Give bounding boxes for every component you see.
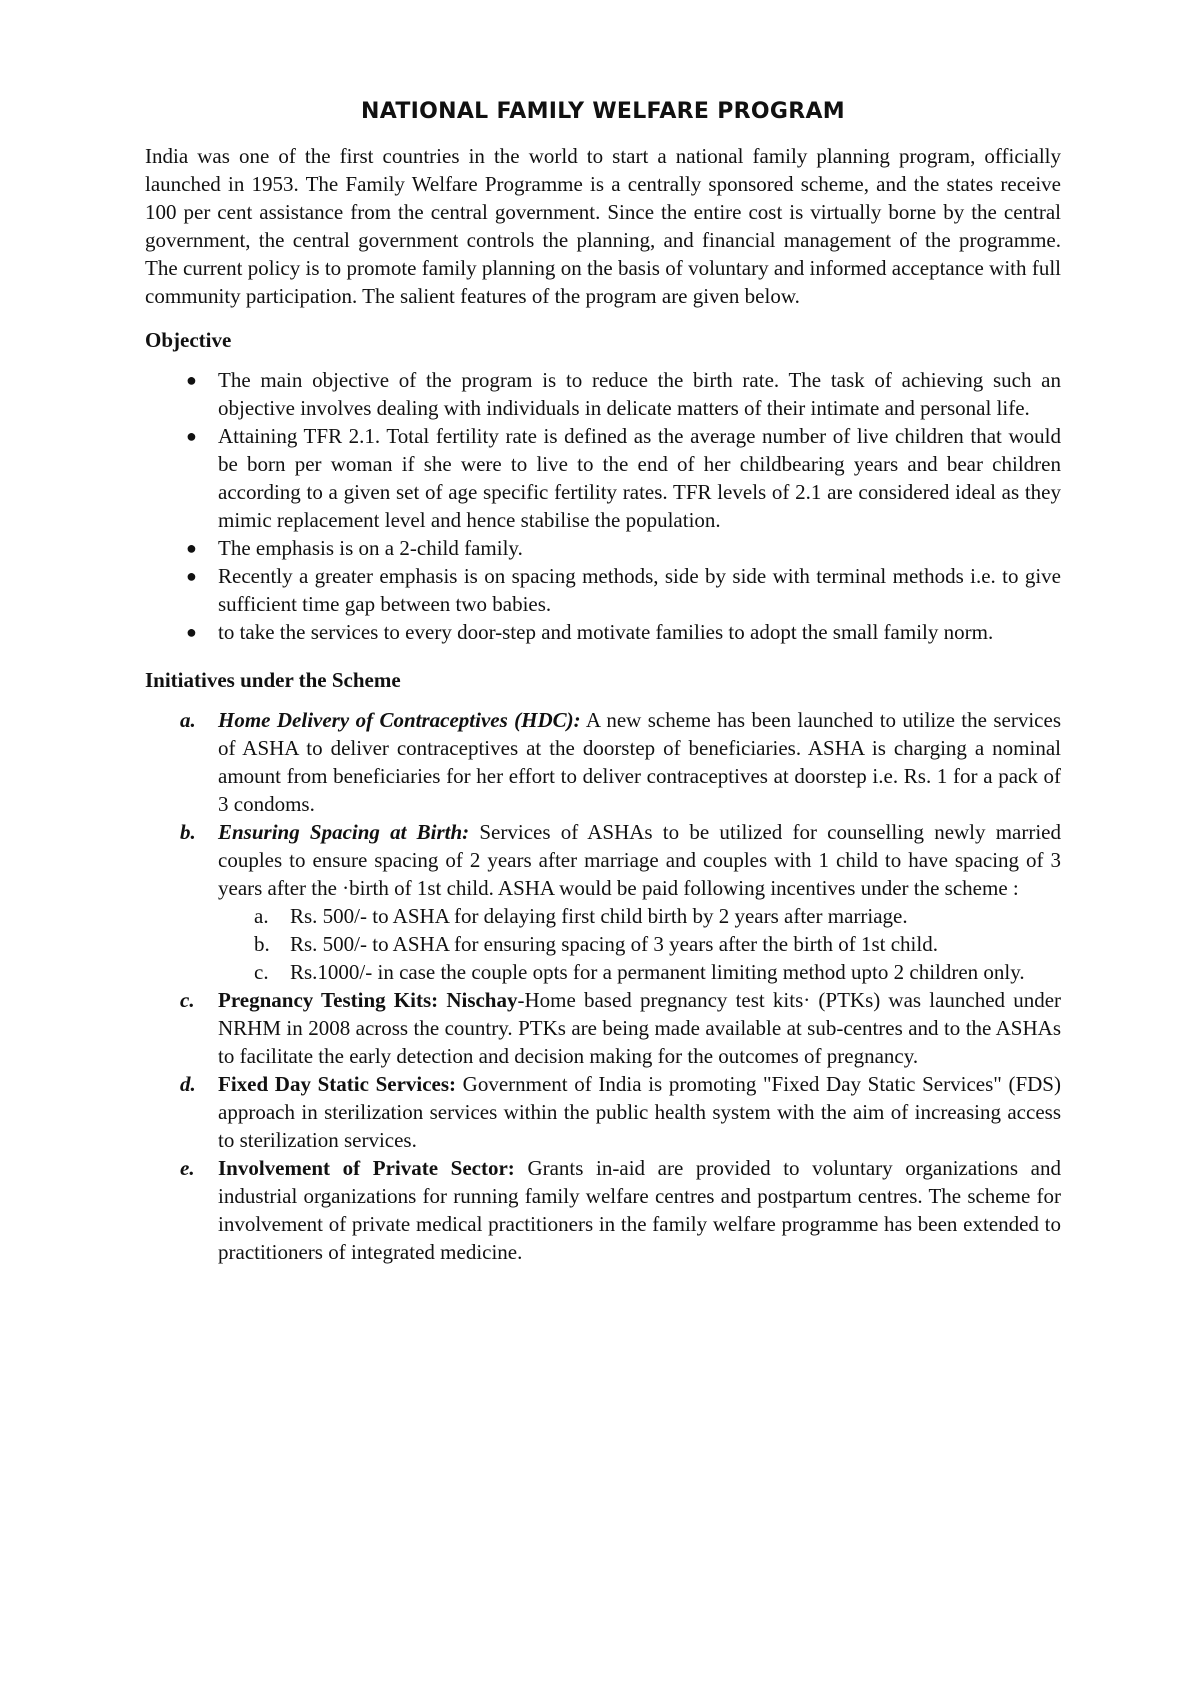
sublist-text: Rs.1000/- in case the couple opts for a permanent limiting method upto 2 children only. [290, 960, 1025, 984]
initiative-item-fds [145, 1070, 1061, 1154]
initiative-term: Ensuring Spacing at Birth: [218, 820, 470, 844]
initiative-item-hdc [145, 706, 1061, 818]
bullet-icon: ● [186, 538, 197, 558]
initiative-text: A new scheme has been launched to utilize the services of ASHA to deliver contraceptives at the doorstep of beneficiaries. ASHA is charging a nominal amount from beneficiaries for her effort to deliver contraceptives at doorstep i.e. Rs. 1 for a pack of 3 condoms. [218, 708, 1061, 816]
initiative-term: Involvement of Private Sector: [218, 1156, 515, 1180]
list-marker: b. [180, 820, 196, 844]
sublist-marker: a. [254, 904, 269, 928]
initiative-item-private-sector [145, 1154, 1061, 1266]
list-item [145, 562, 1061, 618]
sublist-text: Rs. 500/- to ASHA for delaying first child birth by 2 years after marriage. [290, 904, 908, 928]
list-item [145, 618, 1061, 646]
initiative-item-ptk [145, 986, 1061, 1070]
initiative-item-spacing [145, 818, 1061, 986]
initiatives-list [145, 706, 1061, 1266]
bullet-icon: ● [186, 426, 197, 446]
initiative-term: Fixed Day Static Services: [218, 1072, 457, 1096]
initiative-text: Services of ASHAs to be utilized for counselling newly married couples to ensure spacing of 2 years after marriage and couples with 1 child to have spacing of 3 years after the ·birth of 1st child. ASHA would be paid following incentives under the scheme : [218, 820, 1062, 900]
objective-list [145, 366, 1061, 646]
list-item-text: Recently a greater emphasis is on spacing methods, side by side with terminal methods i.e. to give sufficient time gap between two babies. [218, 564, 1061, 616]
list-marker: d. [180, 1072, 196, 1096]
objective-heading: Objective [145, 328, 232, 352]
list-marker: c. [180, 988, 195, 1012]
list-marker: e. [180, 1156, 195, 1180]
initiative-term: Home Delivery of Contraceptives (HDC): [218, 708, 581, 732]
page-title: NATIONAL FAMILY WELFARE PROGRAM [361, 99, 845, 124]
list-item [145, 366, 1061, 422]
sublist-marker: c. [254, 960, 269, 984]
list-item-text: Attaining TFR 2.1. Total fertility rate is defined as the average number of live children that would be born per woman if she were to live to the end of her childbearing years and bear children according to a given set of age specific fertility rates. TFR levels of 2.1 are considered ideal as they mimic replacement level and hence stabilise the population. [218, 424, 1061, 532]
sublist-text: Rs. 500/- to ASHA for ensuring spacing of 3 years after the birth of 1st child. [290, 932, 938, 956]
intro-paragraph: India was one of the first countries in the world to start a national family planning program, officially launched in 1953. The Family Welfare Programme is a centrally sponsored scheme, and the states receive 100 per cent assistance from the central government. Since the entire cost is virtually borne by the central government, the central government controls the planning, and financial management of the programme. The current policy is to promote family planning on the basis of voluntary and informed acceptance with full community participation. The salient features of the program are given below. [145, 144, 1061, 308]
sublist-item [218, 930, 1061, 958]
incentive-sublist [218, 902, 1061, 986]
bullet-icon: ● [186, 370, 197, 390]
initiative-text: -Home based pregnancy test kits· (PTKs) was launched under NRHM in 2008 across the country. PTKs are being made available at sub-centres and to the ASHAs to facilitate the early detection and decision making for the outcomes of pregnancy. [218, 988, 1062, 1068]
list-item [145, 422, 1061, 534]
list-item-text: The main objective of the program is to reduce the birth rate. The task of achieving such an objective involves dealing with individuals in delicate matters of their intimate and personal life. [218, 368, 1061, 420]
initiative-text: Government of India is promoting "Fixed Day Static Services" (FDS) approach in sterilization services within the public health system with the aim of increasing access to sterilization services. [218, 1072, 1061, 1152]
sublist-marker: b. [254, 932, 270, 956]
sublist-item [218, 958, 1061, 986]
list-marker: a. [180, 708, 196, 732]
initiative-term: Pregnancy Testing Kits: [218, 988, 439, 1012]
sublist-item [218, 902, 1061, 930]
initiative-term-secondary: Nischay [446, 988, 518, 1012]
list-item-text: The emphasis is on a 2-child family. [218, 536, 523, 560]
initiatives-heading: Initiatives under the Scheme [145, 668, 401, 692]
list-item [145, 534, 1061, 562]
list-item-text: to take the services to every door-step and motivate families to adopt the small family norm. [218, 620, 994, 644]
bullet-icon: ● [186, 622, 197, 642]
initiative-text: Grants in-aid are provided to voluntary organizations and industrial organizations for running family welfare centres and postpartum centres. The scheme for involvement of private medical practitioners in the family welfare programme has been extended to practitioners of integrated medicine. [218, 1156, 1061, 1264]
bullet-icon: ● [186, 566, 197, 586]
